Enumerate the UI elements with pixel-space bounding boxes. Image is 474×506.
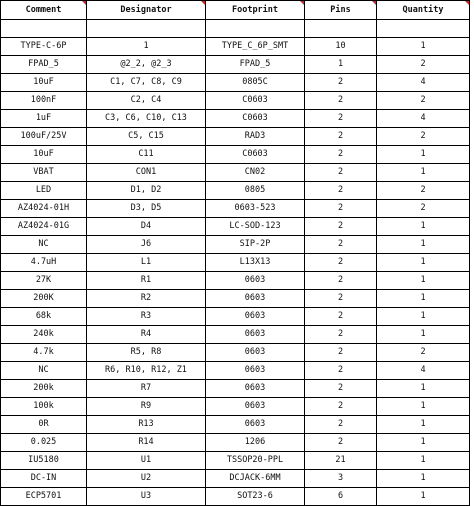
comment-flag-icon [82, 1, 86, 5]
footprint-flag-icon [300, 1, 304, 5]
cell-comment[interactable]: VBAT [1, 164, 87, 182]
cell-designator[interactable]: R4 [87, 326, 206, 344]
cell-quantity[interactable]: 2 [377, 200, 470, 218]
cell-designator[interactable]: U1 [87, 452, 206, 470]
cell-quantity[interactable]: 1 [377, 416, 470, 434]
cell-comment[interactable]: 200k [1, 380, 87, 398]
cell-quantity[interactable]: 1 [377, 164, 470, 182]
table-row [1, 38, 470, 56]
cell-comment[interactable]: FPAD_5 [1, 56, 87, 74]
cell-footprint[interactable]: DCJACK-6MM [206, 470, 305, 488]
cell-footprint[interactable]: 0603 [206, 380, 305, 398]
table-row [1, 290, 470, 308]
cell-footprint[interactable]: FPAD_5 [206, 56, 305, 74]
cell-pins[interactable]: 2 [305, 200, 377, 218]
cell-designator[interactable]: U3 [87, 488, 206, 506]
cell-designator[interactable]: L1 [87, 254, 206, 272]
table-row [1, 344, 470, 362]
cell-footprint[interactable]: TSSOP20-PPL [206, 452, 305, 470]
cell-comment[interactable]: 68k [1, 308, 87, 326]
cell-comment[interactable]: 240k [1, 326, 87, 344]
cell-footprint[interactable]: 1206 [206, 434, 305, 452]
cell-footprint[interactable]: 0603 [206, 308, 305, 326]
cell-comment[interactable]: 1uF [1, 110, 87, 128]
cell-footprint[interactable]: C0603 [206, 110, 305, 128]
table-row [1, 272, 470, 290]
cell-designator[interactable]: C2, C4 [87, 92, 206, 110]
cell-comment[interactable]: ECP5701 [1, 488, 87, 506]
cell-designator[interactable]: U2 [87, 470, 206, 488]
cell-pins[interactable]: 2 [305, 236, 377, 254]
cell-quantity[interactable]: 4 [377, 362, 470, 380]
table-row [1, 470, 470, 488]
cell-footprint[interactable]: 0603 [206, 326, 305, 344]
cell-pins[interactable]: 21 [305, 452, 377, 470]
cell-pins[interactable]: 6 [305, 488, 377, 506]
cell-quantity[interactable]: 1 [377, 146, 470, 164]
cell-pins[interactable]: 2 [305, 182, 377, 200]
cell-quantity[interactable]: 4 [377, 74, 470, 92]
table-row [1, 380, 470, 398]
cell-comment[interactable]: 100uF/25V [1, 128, 87, 146]
cell-pins[interactable]: 2 [305, 110, 377, 128]
blank-row [1, 20, 470, 38]
cell-comment[interactable]: 100nF [1, 92, 87, 110]
cell-designator[interactable]: R3 [87, 308, 206, 326]
cell-pins[interactable]: 2 [305, 362, 377, 380]
cell-designator[interactable]: C1, C7, C8, C9 [87, 74, 206, 92]
cell-pins[interactable]: 2 [305, 416, 377, 434]
cell-quantity[interactable]: 1 [377, 254, 470, 272]
cell-quantity[interactable]: 4 [377, 110, 470, 128]
table-row [1, 416, 470, 434]
cell-footprint[interactable]: L13X13 [206, 254, 305, 272]
cell-quantity[interactable]: 1 [377, 290, 470, 308]
cell-footprint[interactable]: C0603 [206, 92, 305, 110]
cell-quantity[interactable]: 1 [377, 452, 470, 470]
cell-quantity[interactable]: 1 [377, 398, 470, 416]
cell-footprint[interactable]: LC-SOD-123 [206, 218, 305, 236]
table-row [1, 164, 470, 182]
quantity-flag-icon [465, 1, 469, 5]
cell-pins[interactable]: 2 [305, 290, 377, 308]
cell-quantity[interactable]: 1 [377, 434, 470, 452]
cell-comment[interactable]: IU5180 [1, 452, 87, 470]
table-row [1, 110, 470, 128]
cell-designator[interactable]: C3, C6, C10, C13 [87, 110, 206, 128]
cell-comment[interactable]: NC [1, 362, 87, 380]
table-cell[interactable] [206, 20, 305, 38]
cell-pins[interactable]: 2 [305, 308, 377, 326]
cell-pins[interactable]: 2 [305, 326, 377, 344]
table-row [1, 56, 470, 74]
table-row [1, 146, 470, 164]
cell-quantity[interactable]: 1 [377, 272, 470, 290]
cell-designator[interactable]: R13 [87, 416, 206, 434]
cell-designator[interactable]: R14 [87, 434, 206, 452]
cell-designator[interactable]: CON1 [87, 164, 206, 182]
cell-pins[interactable]: 2 [305, 254, 377, 272]
pins-flag-icon [372, 1, 376, 5]
table-row [1, 326, 470, 344]
cell-quantity[interactable]: 2 [377, 128, 470, 146]
cell-footprint[interactable]: 0603 [206, 362, 305, 380]
cell-pins[interactable]: 3 [305, 470, 377, 488]
cell-quantity[interactable]: 2 [377, 56, 470, 74]
cell-quantity[interactable]: 1 [377, 218, 470, 236]
table-cell[interactable] [377, 20, 470, 38]
cell-comment[interactable]: TYPE-C-6P [1, 38, 87, 56]
table-row [1, 398, 470, 416]
cell-designator[interactable]: R6, R10, R12, Z1 [87, 362, 206, 380]
cell-footprint[interactable]: SOT23-6 [206, 488, 305, 506]
table-row [1, 434, 470, 452]
table-cell[interactable] [305, 20, 377, 38]
cell-pins[interactable]: 2 [305, 434, 377, 452]
cell-footprint[interactable]: 0603-523 [206, 200, 305, 218]
cell-footprint[interactable]: 0603 [206, 272, 305, 290]
cell-footprint[interactable]: 0603 [206, 398, 305, 416]
header-comment[interactable]: Comment [1, 1, 87, 20]
cell-comment[interactable]: DC-IN [1, 470, 87, 488]
cell-designator[interactable]: J6 [87, 236, 206, 254]
table-row [1, 128, 470, 146]
designator-flag-icon [201, 1, 205, 5]
cell-designator[interactable]: R2 [87, 290, 206, 308]
cell-designator[interactable]: C11 [87, 146, 206, 164]
cell-quantity[interactable]: 1 [377, 326, 470, 344]
cell-footprint[interactable]: RAD3 [206, 128, 305, 146]
cell-footprint[interactable]: 0805 [206, 182, 305, 200]
header-row [1, 1, 470, 20]
cell-pins[interactable]: 1 [305, 56, 377, 74]
cell-pins[interactable]: 2 [305, 398, 377, 416]
cell-pins[interactable]: 2 [305, 272, 377, 290]
cell-comment[interactable]: 27K [1, 272, 87, 290]
cell-comment[interactable]: 0R [1, 416, 87, 434]
cell-pins[interactable]: 2 [305, 164, 377, 182]
cell-comment[interactable]: AZ4024-01G [1, 218, 87, 236]
cell-quantity[interactable]: 2 [377, 344, 470, 362]
cell-footprint[interactable]: 0805C [206, 74, 305, 92]
cell-pins[interactable]: 2 [305, 146, 377, 164]
cell-footprint[interactable]: SIP-2P [206, 236, 305, 254]
cell-quantity[interactable]: 1 [377, 470, 470, 488]
table-cell[interactable] [87, 20, 206, 38]
table-row [1, 218, 470, 236]
cell-pins[interactable]: 10 [305, 38, 377, 56]
cell-footprint[interactable]: 0603 [206, 290, 305, 308]
cell-designator[interactable]: D3, D5 [87, 200, 206, 218]
cell-quantity[interactable]: 1 [377, 236, 470, 254]
table-row [1, 308, 470, 326]
cell-footprint[interactable]: 0603 [206, 416, 305, 434]
cell-comment[interactable]: 100k [1, 398, 87, 416]
cell-footprint[interactable]: 0603 [206, 344, 305, 362]
cell-designator[interactable]: @2_2, @2_3 [87, 56, 206, 74]
cell-comment[interactable]: 200K [1, 290, 87, 308]
table-row [1, 452, 470, 470]
cell-footprint[interactable]: CN02 [206, 164, 305, 182]
cell-quantity[interactable]: 1 [377, 308, 470, 326]
header-footprint[interactable]: Footprint [206, 1, 305, 20]
cell-quantity[interactable]: 2 [377, 182, 470, 200]
table-row [1, 182, 470, 200]
cell-designator[interactable]: R5, R8 [87, 344, 206, 362]
cell-pins[interactable]: 2 [305, 74, 377, 92]
cell-pins[interactable]: 2 [305, 92, 377, 110]
cell-quantity[interactable]: 1 [377, 380, 470, 398]
cell-designator[interactable]: R7 [87, 380, 206, 398]
header-quantity[interactable]: Quantity [377, 1, 470, 20]
header-pins[interactable]: Pins [305, 1, 377, 20]
table-row [1, 254, 470, 272]
table-row [1, 362, 470, 380]
cell-designator[interactable]: R9 [87, 398, 206, 416]
cell-comment[interactable]: 10uF [1, 74, 87, 92]
cell-pins[interactable]: 2 [305, 128, 377, 146]
cell-comment[interactable]: NC [1, 236, 87, 254]
cell-comment[interactable]: 0.025 [1, 434, 87, 452]
header-designator[interactable]: Designator [87, 1, 206, 20]
cell-designator[interactable]: D1, D2 [87, 182, 206, 200]
cell-designator[interactable]: D4 [87, 218, 206, 236]
cell-comment[interactable]: 10uF [1, 146, 87, 164]
cell-quantity[interactable]: 1 [377, 38, 470, 56]
cell-quantity[interactable]: 1 [377, 488, 470, 506]
cell-comment[interactable]: 4.7uH [1, 254, 87, 272]
cell-footprint[interactable]: C0603 [206, 146, 305, 164]
cell-pins[interactable]: 2 [305, 380, 377, 398]
cell-designator[interactable]: C5, C15 [87, 128, 206, 146]
cell-comment[interactable]: AZ4024-01H [1, 200, 87, 218]
table-row [1, 236, 470, 254]
cell-designator[interactable]: R1 [87, 272, 206, 290]
table-row [1, 74, 470, 92]
table-row [1, 200, 470, 218]
table-cell[interactable] [1, 20, 87, 38]
cell-quantity[interactable]: 2 [377, 92, 470, 110]
cell-designator[interactable]: 1 [87, 38, 206, 56]
cell-footprint[interactable]: TYPE_C_6P_SMT [206, 38, 305, 56]
cell-pins[interactable]: 2 [305, 344, 377, 362]
cell-comment[interactable]: LED [1, 182, 87, 200]
table-row [1, 92, 470, 110]
bom-body [1, 20, 470, 506]
cell-comment[interactable]: 4.7k [1, 344, 87, 362]
cell-pins[interactable]: 2 [305, 218, 377, 236]
table-row [1, 488, 470, 506]
